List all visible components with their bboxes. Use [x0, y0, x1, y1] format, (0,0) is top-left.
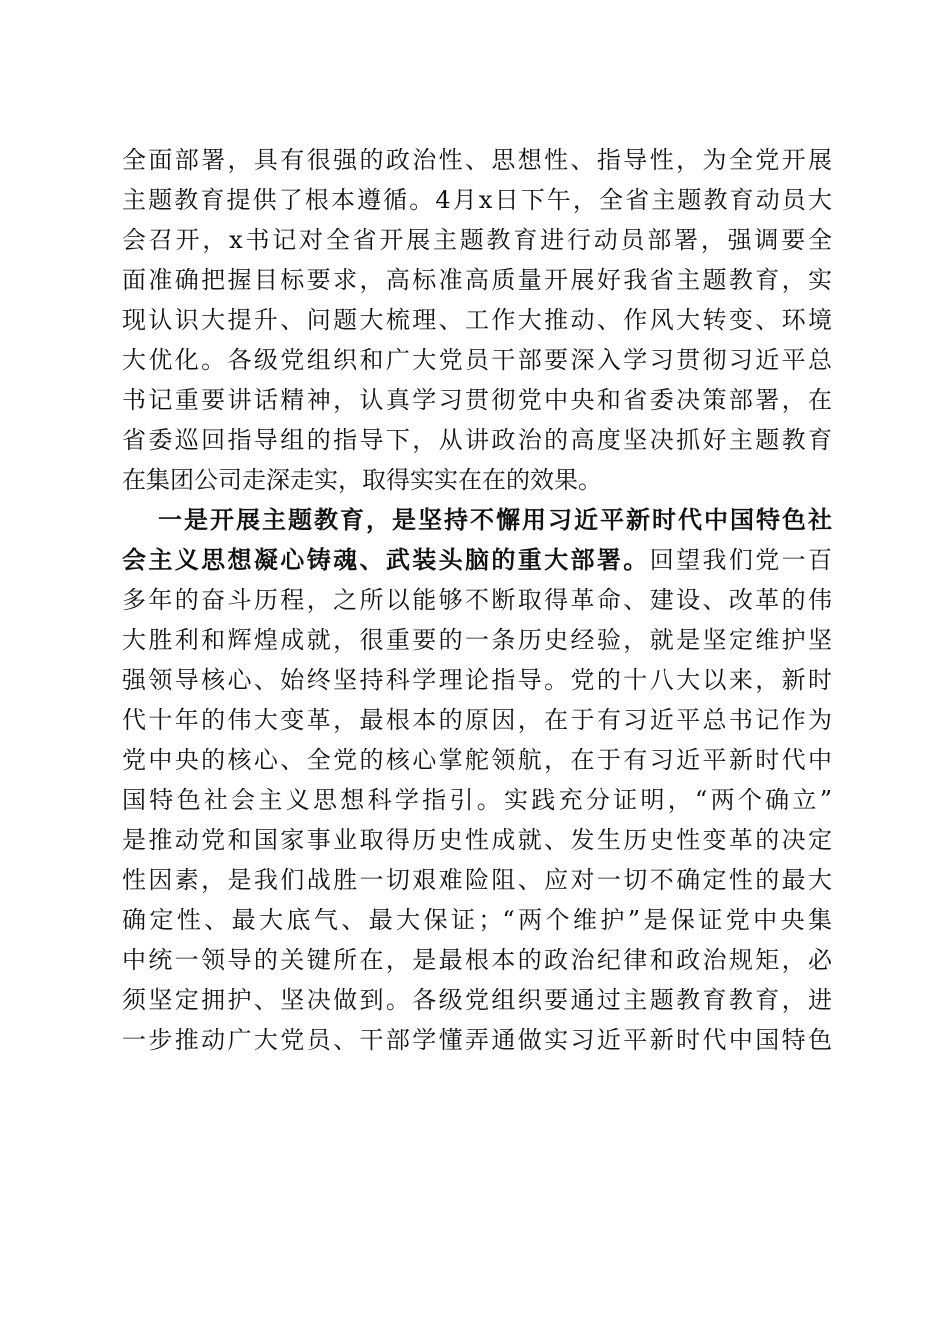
text-line: 强领导核心、始终坚持科学理论指导。党的十八大以来，新时 — [122, 666, 832, 694]
text-line: 中统一领导的关键所在，是最根本的政治纪律和政治规矩，必 — [122, 946, 832, 974]
text-fragment: 回望我们党一百 — [649, 546, 832, 574]
text-line: 书记重要讲话精神，认真学习贯彻党中央和省委决策部署，在 — [122, 386, 832, 414]
text-line: 大胜利和辉煌成就，很重要的一条历史经验，就是坚定维护坚 — [122, 626, 832, 654]
text-line: 主题教育提供了根本遵循。4月x日下午，全省主题教育动员大 — [122, 186, 832, 214]
text-line: 多年的奋斗历程，之所以能够不断取得革命、建设、改革的伟 — [122, 586, 832, 614]
document-body — [122, 140, 832, 1060]
paragraph-2 — [122, 500, 832, 1060]
paragraph-2-heading-cont: 会主义思想凝心铸魂、武装头脑的重大部署。 — [122, 545, 650, 574]
text-line: 省委巡回指导组的指导下，从讲政治的高度坚决抓好主题教育 — [122, 426, 832, 454]
text-line: 一步推动广大党员、干部学懂弄通做实习近平新时代中国特色 — [122, 1026, 832, 1054]
text-line: 会召开，x书记对全省开展主题教育进行动员部署，强调要全 — [122, 226, 832, 254]
text-line: 是推动党和国家事业取得历史性成就、发生历史性变革的决定 — [122, 826, 832, 854]
text-line: 性因素，是我们战胜一切艰难险阻、应对一切不确定性的最大 — [122, 866, 832, 894]
text-line: 须坚定拥护、坚决做到。各级党组织要通过主题教育教育，进 — [122, 986, 832, 1014]
text-line: 国特色社会主义思想科学指引。实践充分证明，“两个确立” — [122, 786, 832, 814]
text-line: 大优化。各级党组织和广大党员干部要深入学习贯彻习近平总 — [122, 346, 832, 374]
text-line: 党中央的核心、全党的核心掌舵领航，在于有习近平新时代中 — [122, 746, 832, 774]
text-line — [122, 540, 832, 580]
text-line: 现认识大提升、问题大梳理、工作大推动、作风大转变、环境 — [122, 306, 832, 334]
paragraph-2-heading: 一是开展主题教育，是坚持不懈用习近平新时代中国特色社 — [158, 505, 832, 534]
text-line: 在集团公司走深走实，取得实实在在的效果。 — [122, 466, 602, 494]
paragraph-1 — [122, 140, 832, 500]
text-line: 面准确把握目标要求，高标准高质量开展好我省主题教育，实 — [122, 266, 832, 294]
text-line: 确定性、最大底气、最大保证；“两个维护”是保证党中央集 — [122, 906, 832, 934]
text-line: 全面部署，具有很强的政治性、思想性、指导性，为全党开展 — [122, 146, 832, 174]
text-line: 代十年的伟大变革，最根本的原因，在于有习近平总书记作为 — [122, 706, 832, 734]
